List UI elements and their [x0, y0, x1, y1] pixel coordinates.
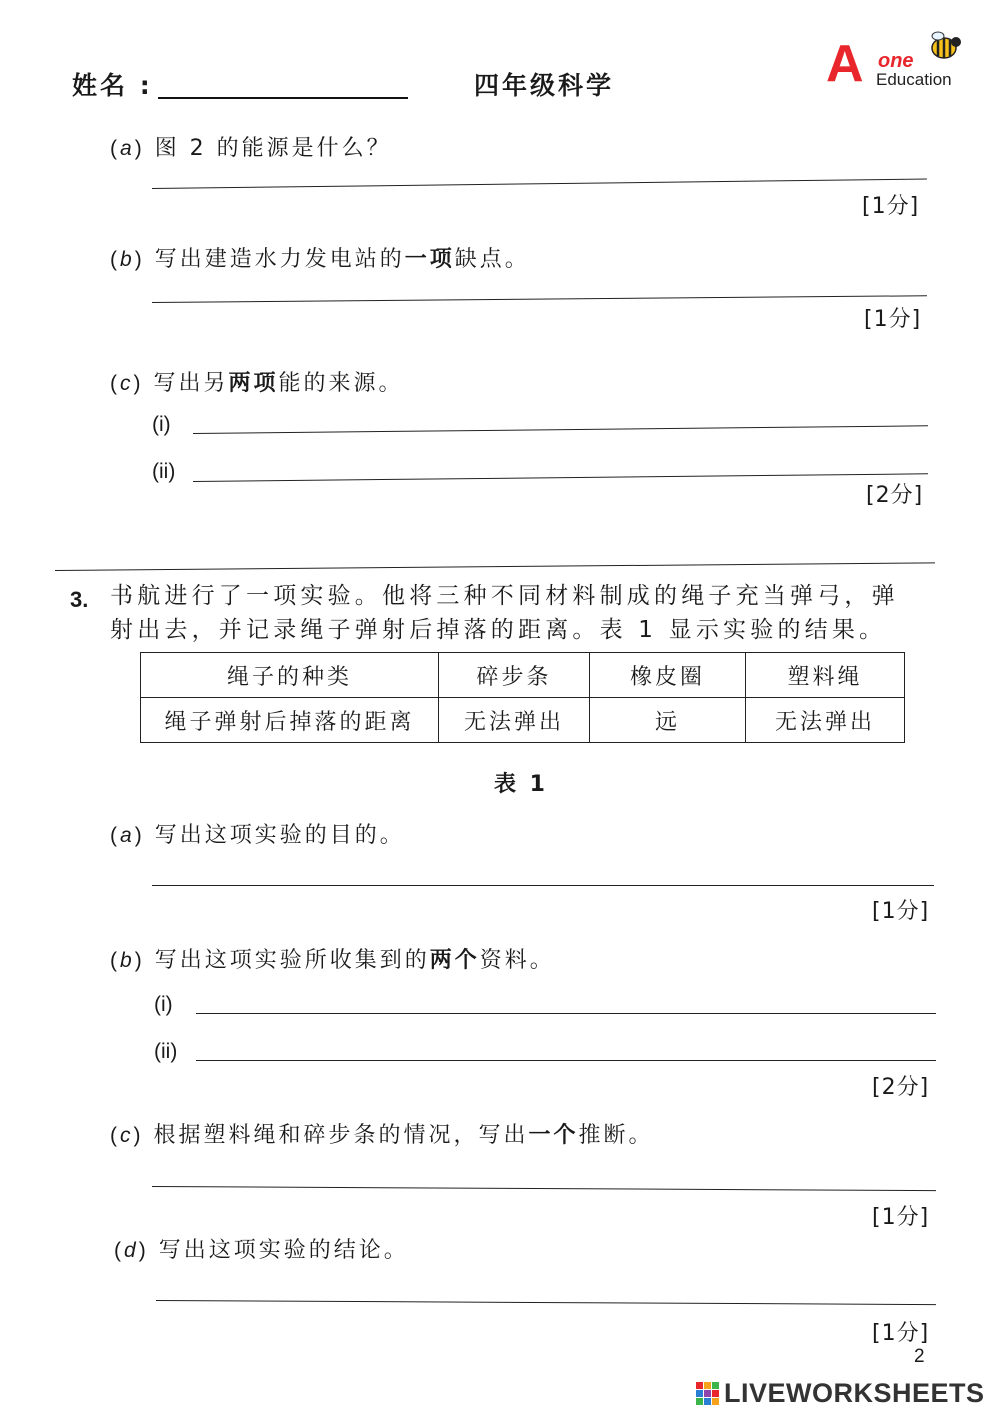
q2b-marks: [1分] — [864, 307, 922, 332]
liveworksheets-logo-icon — [696, 1382, 720, 1406]
q2c-marks: [2分] — [866, 483, 924, 508]
table-header-row — [141, 653, 905, 698]
q2c-sub-ii: (ii) — [152, 460, 176, 483]
q2b-answer-line[interactable] — [152, 295, 927, 303]
liveworksheets-text: LIVEWORKSHEETS — [724, 1378, 985, 1408]
q3a-answer-line[interactable] — [152, 885, 934, 886]
table-caption: 表 1 — [494, 772, 548, 797]
logo-education: Education — [876, 70, 952, 89]
q3d-marks: [1分] — [872, 1321, 930, 1346]
q2c-answer-line-i[interactable] — [193, 425, 928, 434]
q3b-answer-line-i[interactable] — [196, 1013, 936, 1014]
results-table — [140, 652, 905, 743]
table-header-label: 绳子的种类 — [141, 653, 439, 698]
aone-logo — [826, 28, 976, 98]
table-cell-3: 无法弹出 — [746, 698, 905, 743]
logo-one: one — [878, 50, 914, 72]
table-col-1: 碎步条 — [439, 653, 590, 698]
logo-letter: A — [826, 35, 864, 93]
q2a-text: 图 2 的能源是什么？ — [154, 136, 392, 161]
q3b-answer-line-ii[interactable] — [196, 1060, 936, 1061]
table-row — [141, 698, 905, 743]
q3-intro-line2: 射出去，并记录绳子弹射后掉落的距离。表 1 显示实验的结果。 — [110, 617, 887, 643]
liveworksheets-watermark — [696, 1378, 996, 1410]
q2a-marks: [1分] — [862, 194, 920, 219]
q2a-question: (a) 图 2 的能源是什么？ — [110, 136, 392, 161]
table-cell-2: 远 — [590, 698, 746, 743]
q2a-answer-line[interactable] — [152, 179, 927, 189]
q3b-sub-i: (i) — [154, 993, 173, 1016]
q3c-marks: [1分] — [872, 1205, 930, 1230]
q3b-question: (b) 写出这项实验所收集到的两个资料。 — [110, 948, 555, 973]
q3-number: 3. — [70, 587, 89, 612]
table-row-label: 绳子弹射后掉落的距离 — [141, 698, 439, 743]
name-input-line[interactable] — [158, 97, 408, 99]
q3c-question: (c) 根据塑料绳和碎步条的情况，写出一个推断。 — [110, 1123, 654, 1148]
q3d-question: (d) 写出这项实验的结论。 — [114, 1238, 409, 1263]
q2b-question: (b) 写出建造水力发电站的一项缺点。 — [110, 247, 530, 272]
bee-icon — [926, 28, 966, 62]
q3d-answer-line[interactable] — [156, 1300, 936, 1305]
q3-intro-line1: 书航进行了一项实验。他将三种不同材料制成的绳子充当弹弓，弹 — [110, 583, 899, 609]
q3b-marks: [2分] — [872, 1075, 930, 1100]
name-label: 姓名 : — [72, 71, 153, 100]
q2c-question: (c) 写出另两项能的来源。 — [110, 371, 404, 396]
q2c-answer-line-ii[interactable] — [193, 473, 928, 482]
table-col-2: 橡皮圈 — [590, 653, 746, 698]
q3c-answer-line[interactable] — [152, 1186, 936, 1191]
q2c-sub-i: (i) — [152, 413, 171, 436]
q3a-marks: [1分] — [872, 899, 930, 924]
page-title: 四年级科学 — [474, 71, 615, 100]
section-divider — [55, 562, 935, 571]
q3b-sub-ii: (ii) — [154, 1040, 178, 1063]
table-cell-1: 无法弹出 — [439, 698, 590, 743]
page-number: 2 — [914, 1346, 925, 1367]
q3a-question: (a) 写出这项实验的目的。 — [110, 823, 405, 848]
table-col-3: 塑料绳 — [746, 653, 905, 698]
